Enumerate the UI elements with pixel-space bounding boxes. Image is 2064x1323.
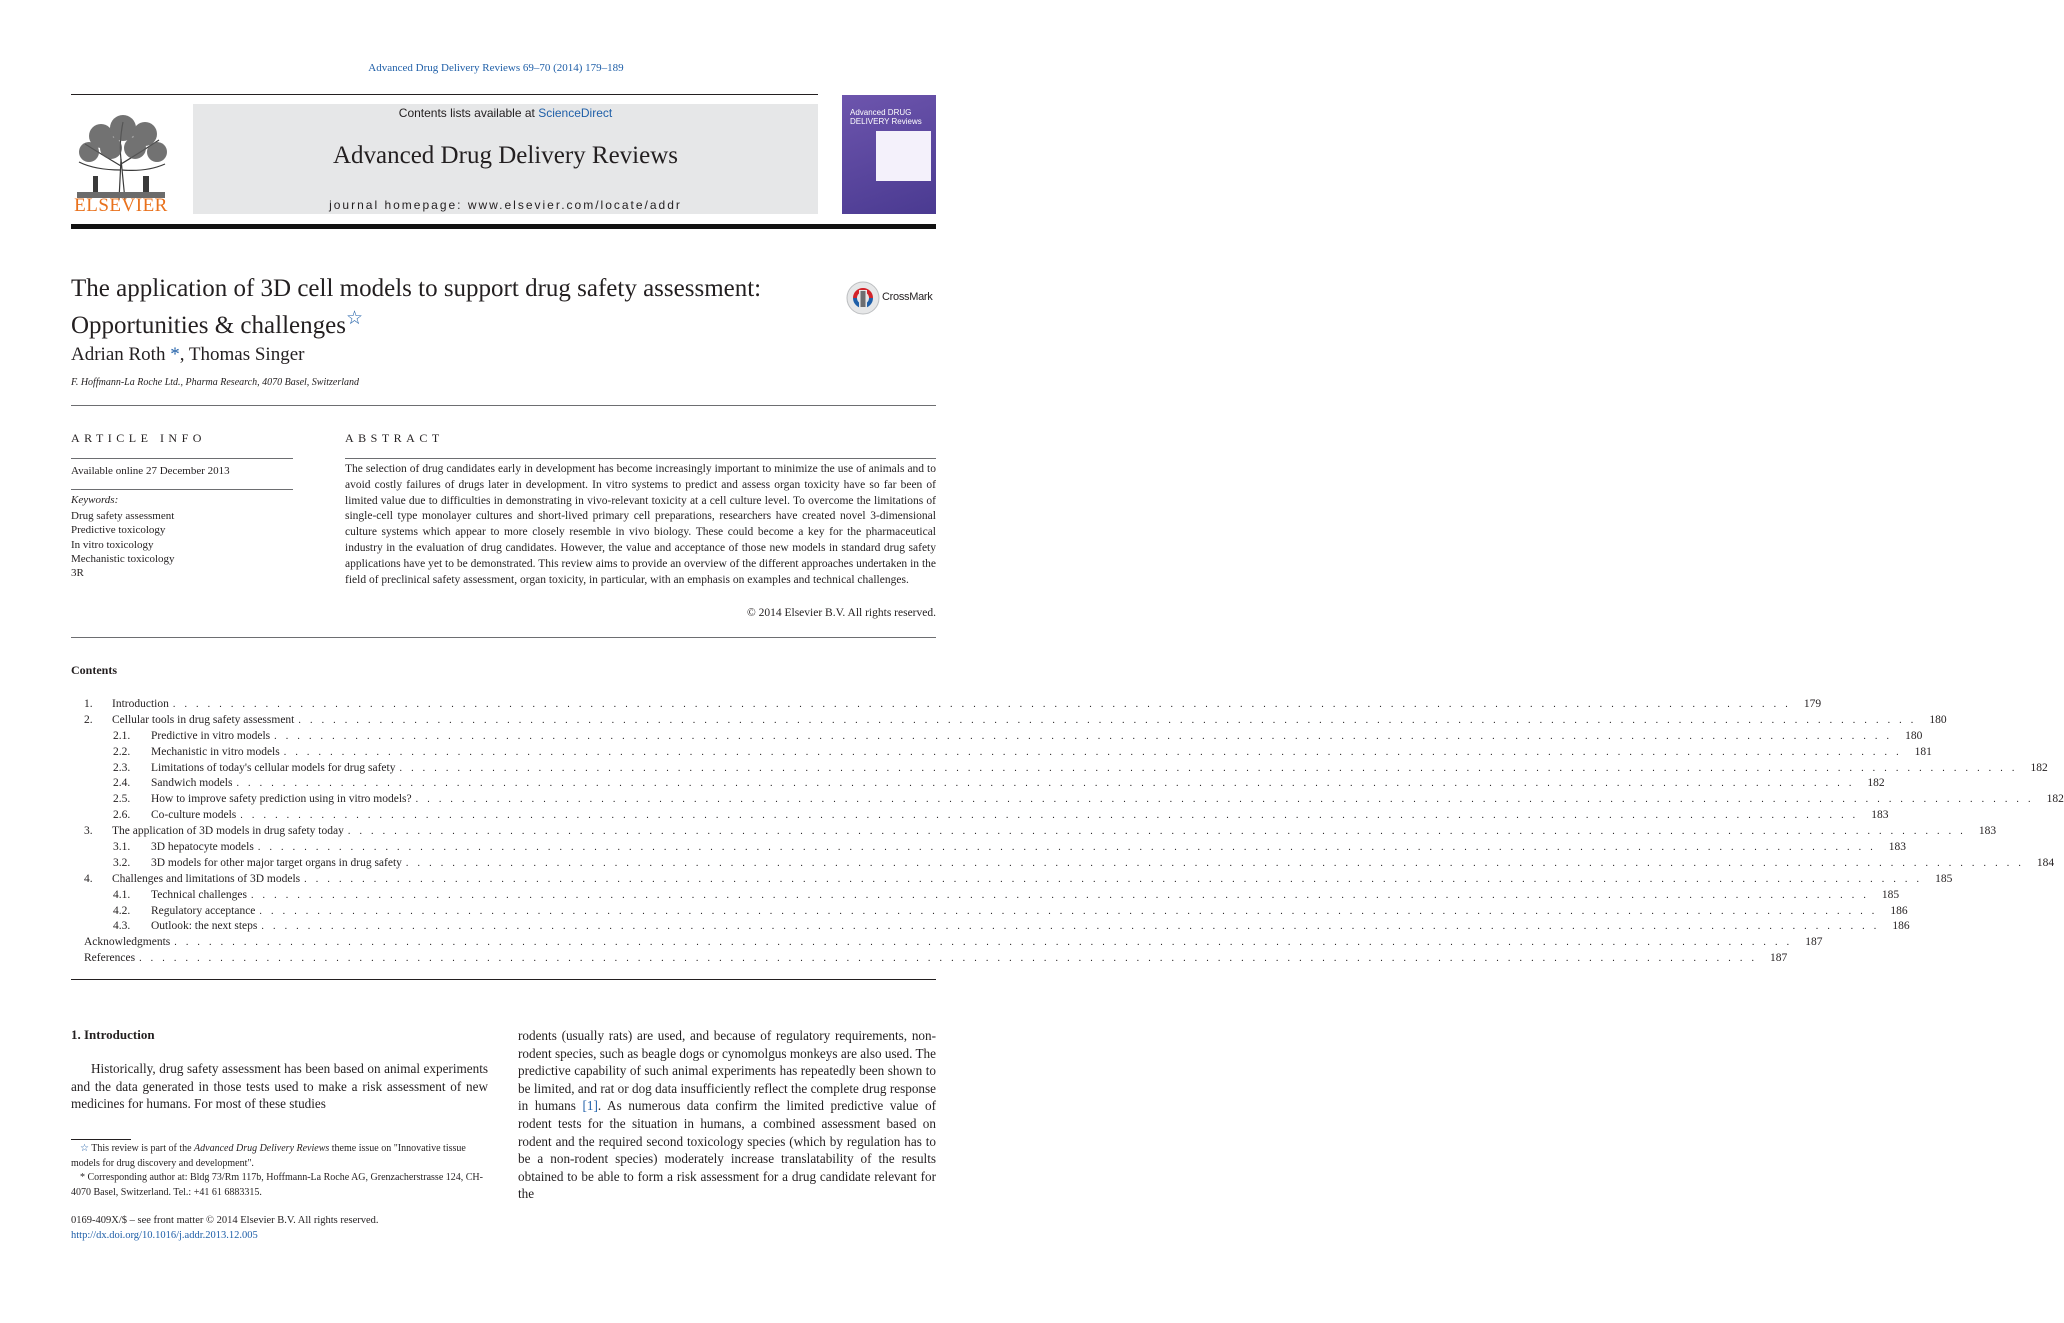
cover-title: Advanced DRUG DELIVERY Reviews: [850, 108, 922, 126]
toc-entry[interactable]: [71, 808, 1889, 824]
toc-leader: . . . . . . . . . . . . . . . . . . . . . . . . . . . . . . . . . . . . . . . . . . . . . . . . . . . . . . . . . . . . . . . . . . . . . . . . . . . . . . . . . . . . . . . . . . . . . . . . . . . . . . . . . . . . . . . . . . . . . . . . . . . . . . . . . . . . . . . . . . . .: [174, 937, 1793, 949]
toc-leader: . . . . . . . . . . . . . . . . . . . . . . . . . . . . . . . . . . . . . . . . . . . . . . . . . . . . . . . . . . . . . . . . . . . . . . . . . . . . . . . . . . . . . . . . . . . . . . . . . . . . . . . . . . . . . . . . . . . . . . . . . . . . . . . . . . . . . . . . . . . .: [240, 810, 1859, 822]
footnote-text: This review is part of the: [88, 1143, 195, 1154]
toc-entry[interactable]: [71, 761, 2048, 777]
toc-leader: . . . . . . . . . . . . . . . . . . . . . . . . . . . . . . . . . . . . . . . . . . . . . . . . . . . . . . . . . . . . . . . . . . . . . . . . . . . . . . . . . . . . . . . . . . . . . . . . . . . . . . . . . . . . . . . . . . . . . . . . . . . . . . . . . . . . . . . . . . . .: [274, 730, 1893, 742]
toc-leader: . . . . . . . . . . . . . . . . . . . . . . . . . . . . . . . . . . . . . . . . . . . . . . . . . . . . . . . . . . . . . . . . . . . . . . . . . . . . . . . . . . . . . . . . . . . . . . . . . . . . . . . . . . . . . . . . . . . . . . . . . . . . . . . . . . . . . . . . . . . .: [139, 953, 1758, 965]
toc-page: 182: [2030, 761, 2048, 774]
toc-page: 181: [1914, 745, 1932, 758]
corresponding-author-asterisk-icon[interactable]: *: [170, 344, 180, 365]
toc-entry[interactable]: [71, 824, 1997, 840]
footnote: [71, 1171, 491, 1200]
divider: [71, 637, 936, 638]
toc-title[interactable]: Limitations of today's cellular models for drug safety: [151, 761, 396, 774]
toc-leader: . . . . . . . . . . . . . . . . . . . . . . . . . . . . . . . . . . . . . . . . . . . . . . . . . . . . . . . . . . . . . . . . . . . . . . . . . . . . . . . . . . . . . . . . . . . . . . . . . . . . . . . . . . . . . . . . . . . . . . . . . . . . . . . . . . . . . . . . . . . .: [236, 778, 1855, 790]
toc-title[interactable]: Mechanistic in vitro models: [151, 745, 280, 758]
crossmark-icon[interactable]: [846, 281, 880, 315]
toc-entry[interactable]: [71, 872, 1953, 888]
toc-title[interactable]: Cellular tools in drug safety assessment: [112, 713, 295, 726]
publisher-name: ELSEVIER: [74, 195, 168, 216]
toc-page: 184: [2036, 856, 2055, 869]
toc-number: 4.1.: [113, 888, 131, 901]
toc-title[interactable]: 3D hepatocyte models: [151, 841, 254, 854]
toc-number: 2.5.: [113, 793, 131, 806]
toc-title[interactable]: Predictive in vitro models: [151, 729, 271, 742]
sciencedirect-link[interactable]: ScienceDirect: [538, 106, 613, 120]
toc-page: 179: [1803, 698, 1822, 710]
footnote-asterisk-icon: *: [80, 1172, 85, 1183]
toc-title[interactable]: Acknowledgments: [84, 936, 171, 949]
toc-leader: . . . . . . . . . . . . . . . . . . . . . . . . . . . . . . . . . . . . . . . . . . . . . . . . . . . . . . . . . . . . . . . . . . . . . . . . . . . . . . . . . . . . . . . . . . . . . . . . . . . . . . . . . . . . . . . . . . . . . . . . . . . . . . . . . . . . . . . . . . . .: [261, 921, 1880, 933]
journal-reference[interactable]: Advanced Drug Delivery Reviews 69–70 (2014) 179–189: [368, 62, 624, 74]
body-paragraph: Historically, drug safety assessment has been based on animal experiments and the data generated in those tests used to make a risk assessment of new medicines for humans. For most of these studies: [71, 1061, 488, 1112]
section-heading: 1. Introduction: [71, 1027, 155, 1042]
footnote: [71, 1142, 491, 1171]
divider: [71, 979, 936, 980]
footnotes: [71, 1142, 491, 1200]
affiliation: F. Hoffmann-La Roche Ltd., Pharma Research, 4070 Basel, Switzerland: [71, 377, 360, 388]
authors: [71, 344, 304, 366]
abstract-copyright: © 2014 Elsevier B.V. All rights reserved.: [747, 607, 936, 619]
toc-entry[interactable]: [71, 713, 1947, 729]
footnote-rule: [71, 1139, 131, 1140]
toc-title[interactable]: 3D models for other major target organs in drug safety: [151, 856, 402, 869]
toc-entry[interactable]: [71, 697, 1822, 713]
toc-page: 185: [1935, 872, 1953, 885]
keyword: Mechanistic toxicology: [71, 552, 175, 565]
title-line-2-text: Opportunities & challenges: [71, 312, 346, 339]
toc-entry[interactable]: [71, 919, 1910, 935]
title-footnote-star-icon[interactable]: ☆: [345, 308, 363, 329]
toc-leader: . . . . . . . . . . . . . . . . . . . . . . . . . . . . . . . . . . . . . . . . . . . . . . . . . . . . . . . . . . . . . . . . . . . . . . . . . . . . . . . . . . . . . . . . . . . . . . . . . . . . . . . . . . . . . . . . . . . . . . . . . . . . . . . . . . . . . . . . . . . .: [399, 762, 2018, 774]
toc-number: 2.4.: [113, 777, 131, 790]
toc-leader: . . . . . . . . . . . . . . . . . . . . . . . . . . . . . . . . . . . . . . . . . . . . . . . . . . . . . . . . . . . . . . . . . . . . . . . . . . . . . . . . . . . . . . . . . . . . . . . . . . . . . . . . . . . . . . . . . . . . . . . . . . . . . . . . . . . . . . . . . . . .: [250, 889, 1870, 901]
toc-page: 187: [1805, 936, 1823, 949]
toc-entry[interactable]: [71, 888, 1900, 904]
toc-page: 186: [1890, 904, 1908, 917]
toc-page: 183: [1871, 809, 1889, 822]
body-text: rodents (usually rats) are used, and because of regulatory requirements, non-rodent species, such as beagle dogs or cynomolgus monkeys are also used. The predictive capability of such animal experiments has repeatedly been shown to be limited, and rat or dog data insufficiently reflect the complete drug response in humans: [518, 1028, 936, 1114]
toc-leader: . . . . . . . . . . . . . . . . . . . . . . . . . . . . . . . . . . . . . . . . . . . . . . . . . . . . . . . . . . . . . . . . . . . . . . . . . . . . . . . . . . . . . . . . . . . . . . . . . . . . . . . . . . . . . . . . . . . . . . . . . . . . . . . . . . . . . . . . . . . .: [283, 746, 1902, 758]
footnote-text: theme issue on "Innovative tissue models for drug discovery and development".: [71, 1143, 466, 1169]
toc-number: 2.: [84, 713, 93, 726]
toc-page: 180: [1905, 729, 1923, 742]
keyword: Drug safety assessment: [71, 510, 175, 522]
toc-leader: . . . . . . . . . . . . . . . . . . . . . . . . . . . . . . . . . . . . . . . . . . . . . . . . . . . . . . . . . . . . . . . . . . . . . . . . . . . . . . . . . . . . . . . . . . . . . . . . . . . . . . . . . . . . . . . . . . . . . . . . . . . . . . . . . . . . . . . . . . . .: [304, 873, 1923, 885]
journal-homepage[interactable]: journal homepage: www.elsevier.com/locate/addr: [329, 198, 682, 212]
toc-number: 4.2.: [113, 904, 131, 917]
keywords-list: [71, 509, 175, 580]
body-text: . As numerous data confirm the limited predictive value of rodent tests for the situation in humans, a combined assessment based on rodent and the required second toxicology species (which by regulation has to be a non-rodent species) moderately increase translatability of the results obtained to be able to form a risk assessment for a drug candidate relevant for the: [518, 1098, 936, 1202]
toc-leader: . . . . . . . . . . . . . . . . . . . . . . . . . . . . . . . . . . . . . . . . . . . . . . . . . . . . . . . . . . . . . . . . . . . . . . . . . . . . . . . . . . . . . . . . . . . . . . . . . . . . . . . . . . . . . . . . . . . . . . . . . . . . . . . . . . . . . . . . . . . .: [415, 794, 2034, 806]
toc-number: 2.2.: [113, 745, 131, 758]
toc-title[interactable]: References: [84, 952, 136, 965]
author-name[interactable]: Thomas Singer: [188, 344, 305, 365]
toc-number: 4.: [84, 872, 93, 885]
issn-line: 0169-409X/$ – see front matter © 2014 Elsevier B.V. All rights reserved.: [71, 1215, 379, 1226]
contents-line: [193, 106, 818, 120]
toc-number: 1.: [84, 698, 93, 710]
article-title: [71, 274, 811, 341]
toc-leader: . . . . . . . . . . . . . . . . . . . . . . . . . . . . . . . . . . . . . . . . . . . . . . . . . . . . . . . . . . . . . . . . . . . . . . . . . . . . . . . . . . . . . . . . . . . . . . . . . . . . . . . . . . . . . . . . . . . . . . . . . . . . . . . . . . . . . . . . . . . .: [172, 699, 1792, 710]
toc-entry[interactable]: [71, 840, 1907, 856]
top-rule: [71, 94, 818, 95]
toc-title[interactable]: Technical challenges: [151, 888, 247, 901]
article-info-heading: ARTICLE INFO: [71, 431, 206, 445]
divider: [345, 458, 936, 459]
bottom-meta: [71, 1214, 379, 1243]
keywords-label: Keywords:: [71, 494, 119, 506]
crossmark-label[interactable]: CrossMark: [882, 291, 933, 303]
abstract-text: The selection of drug candidates early in development has become increasingly important to minimize the use of animals and to avoid costly failures of drugs later in development. In vitro systems to predict and assess organ toxicity have so far been of limited value due to difficulties in demonstrating in vivo-relevant toxicity at a cell culture level. To overcome the limitations of single-cell type monolayer cultures and short-lived primary cell preparations, researchers have created novel 3-dimensional culture systems which appear to more closely resemble in vivo biology. These could become a key for the pharmaceutical industry in the evaluation of drug candidates. However, the value and acceptance of those new models in standard drug safety applications have yet to be demonstrated. This review aims to provide an overview of the different approaches undertaken in the field of preclinical safety assessment, organ toxicity, in particular, with an emphasis on examples and technical challenges.: [345, 463, 936, 586]
toc-title[interactable]: Introduction: [112, 698, 169, 710]
toc-entry[interactable]: [71, 951, 1788, 967]
abstract-heading: ABSTRACT: [345, 431, 444, 445]
toc-entry[interactable]: [71, 935, 1823, 951]
toc-page: 182: [2046, 793, 2064, 806]
toc-page: 187: [1770, 952, 1788, 965]
toc-title[interactable]: Sandwich models: [151, 777, 233, 790]
body-paragraph: [518, 1027, 936, 1203]
header-thick-rule: [71, 224, 936, 229]
toc-number: 2.1.: [113, 729, 131, 742]
toc-entry[interactable]: [71, 776, 1885, 792]
toc-page: 183: [1888, 841, 1907, 854]
toc-entry[interactable]: [71, 729, 1923, 745]
toc-title[interactable]: Outlook: the next steps: [151, 920, 258, 933]
keyword: Predictive toxicology: [71, 524, 166, 537]
contents-prefix: Contents lists available at: [398, 106, 539, 120]
divider: [71, 458, 293, 459]
author-name[interactable]: Adrian Roth: [71, 344, 166, 365]
reference-link[interactable]: [1]: [582, 1098, 598, 1114]
footnote-text: Corresponding author at: Bldg 73/Rm 117b, Hoffmann-La Roche AG, Grenzacherstrasse 124, CH-4070 Basel, Switzerland. Tel.: +41 61 6883315.: [71, 1172, 483, 1198]
doi-link[interactable]: http://dx.doi.org/10.1016/j.addr.2013.12.005: [71, 1229, 258, 1241]
title-line-1: The application of 3D cell models to support drug safety assessment:: [71, 275, 762, 302]
keyword: 3R: [71, 567, 84, 580]
toc-page: 182: [1867, 777, 1885, 790]
toc-entry[interactable]: [71, 792, 2064, 808]
toc-number: 3.: [84, 825, 93, 838]
toc-page: 186: [1892, 920, 1910, 933]
toc-page: 180: [1929, 713, 1947, 726]
toc-leader: . . . . . . . . . . . . . . . . . . . . . . . . . . . . . . . . . . . . . . . . . . . . . . . . . . . . . . . . . . . . . . . . . . . . . . . . . . . . . . . . . . . . . . . . . . . . . . . . . . . . . . . . . . . . . . . . . . . . . . . . . . . . . . . . . . . . . . . . . . . .: [347, 826, 1967, 838]
toc-page: 183: [1978, 825, 1997, 838]
footnote-star-icon: ☆: [80, 1143, 89, 1154]
toc-number: 2.3.: [113, 761, 131, 774]
contents-heading: Contents: [71, 663, 118, 677]
toc-title[interactable]: Challenges and limitations of 3D models: [112, 872, 301, 885]
toc-title[interactable]: Co-culture models: [151, 809, 237, 822]
toc-leader: . . . . . . . . . . . . . . . . . . . . . . . . . . . . . . . . . . . . . . . . . . . . . . . . . . . . . . . . . . . . . . . . . . . . . . . . . . . . . . . . . . . . . . . . . . . . . . . . . . . . . . . . . . . . . . . . . . . . . . . . . . . . . . . . . . . . . . . . . . . .: [259, 905, 1878, 917]
keyword: In vitro toxicology: [71, 538, 154, 551]
available-online: Available online 27 December 2013: [71, 465, 230, 477]
cover-panel: [876, 131, 931, 181]
footnote-journal-name: Advanced Drug Delivery Reviews: [194, 1143, 330, 1154]
author-separator: ,: [179, 344, 189, 365]
toc-leader: . . . . . . . . . . . . . . . . . . . . . . . . . . . . . . . . . . . . . . . . . . . . . . . . . . . . . . . . . . . . . . . . . . . . . . . . . . . . . . . . . . . . . . . . . . . . . . . . . . . . . . . . . . . . . . . . . . . . . . . . . . . . . . . . . . . . . . . . . . . .: [405, 857, 2025, 869]
toc-title[interactable]: The application of 3D models in drug safety today: [112, 825, 344, 838]
toc-number: 4.3.: [113, 920, 131, 933]
toc-number: 3.1.: [113, 841, 131, 854]
table-of-contents: [71, 697, 2064, 967]
toc-title[interactable]: Regulatory acceptance: [151, 904, 256, 917]
toc-leader: . . . . . . . . . . . . . . . . . . . . . . . . . . . . . . . . . . . . . . . . . . . . . . . . . . . . . . . . . . . . . . . . . . . . . . . . . . . . . . . . . . . . . . . . . . . . . . . . . . . . . . . . . . . . . . . . . . . . . . . . . . . . . . . . . . . . . . . . . . . .: [298, 714, 1917, 726]
toc-number: 2.6.: [113, 809, 131, 822]
divider: [71, 489, 293, 490]
toc-entry[interactable]: [71, 745, 1932, 761]
toc-page: 185: [1881, 888, 1900, 901]
toc-title[interactable]: How to improve safety prediction using in vitro models?: [151, 793, 412, 806]
toc-entry[interactable]: [71, 904, 1908, 920]
title-line-2: [71, 304, 811, 341]
toc-number: 3.2.: [113, 856, 131, 869]
divider: [71, 405, 936, 406]
toc-leader: . . . . . . . . . . . . . . . . . . . . . . . . . . . . . . . . . . . . . . . . . . . . . . . . . . . . . . . . . . . . . . . . . . . . . . . . . . . . . . . . . . . . . . . . . . . . . . . . . . . . . . . . . . . . . . . . . . . . . . . . . . . . . . . . . . . . . . . . . . . .: [257, 842, 1877, 854]
toc-entry[interactable]: [71, 856, 2055, 872]
journal-title: Advanced Drug Delivery Reviews: [332, 142, 679, 169]
